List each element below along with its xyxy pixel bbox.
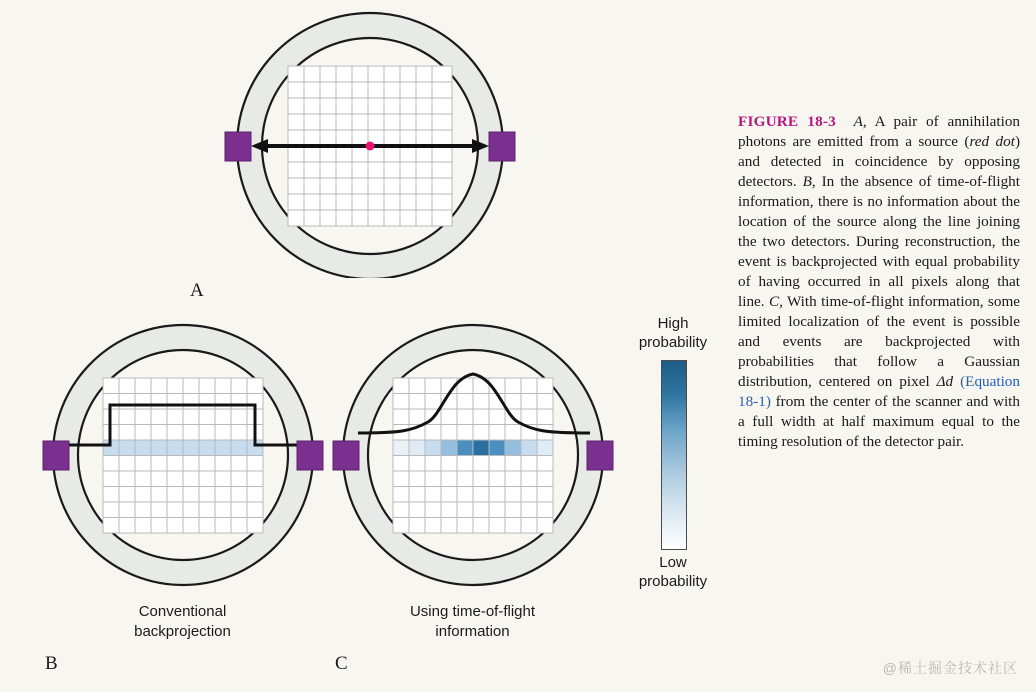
figure-caption [738, 112, 1020, 452]
panel-b-caption [60, 602, 305, 642]
detector-left [43, 441, 69, 470]
detector-right [489, 132, 515, 161]
panel-b-caption-line2: backprojection [134, 623, 231, 640]
colorbar-low-line1: Low [659, 554, 687, 571]
detector-left [225, 132, 251, 161]
source-dot [366, 142, 375, 151]
watermark: @稀土掘金技术社区 [882, 660, 1018, 676]
panel-c-caption-line2: information [435, 623, 510, 640]
colorbar-high-line2: probability [638, 334, 708, 351]
colorbar-high-label [613, 314, 733, 352]
panel-a-diagram [150, 8, 590, 278]
panel-b-caption-line1: Conventional [138, 603, 227, 620]
panel-a-svg [150, 8, 590, 278]
colorbar-high-line1: High [657, 315, 689, 332]
figure-number: FIGURE 18-3 [738, 113, 836, 130]
panel-c-letter: C [335, 653, 348, 674]
colorbar-low-line2: probability [638, 573, 708, 590]
colorbar [661, 360, 687, 550]
panel-c-svg [330, 300, 630, 590]
panel-b-svg [40, 300, 340, 590]
figure-caption-spacer [836, 113, 854, 130]
detector-left [333, 441, 359, 470]
panel-c-caption [350, 602, 595, 642]
pixel-grid [103, 378, 263, 533]
figure-caption-text: A, A pair of annihilation photons are emitted from a source (red dot) and detected in coincidence by opposing detectors. B, In the absence of time-of-flight information, there is no information about the location of the source along the line joining the two detectors. During reconstruction, the event is backprojected with equal probability of having occurred in all pixels along that line. C, With time-of-flight information, some limited localization of the event is possible and events are backprojected with probabilities that follow a Gaussian distribution, centered on pixel Δd (Equation 18-1) from the center of the scanner and with a full width at half maximum equal to the timing resolution of the detector pair. [738, 113, 1021, 450]
panel-c-diagram [330, 300, 630, 590]
panel-a-letter: A [190, 280, 204, 301]
pixel-grid [393, 378, 553, 533]
panel-c-caption-line1: Using time-of-flight [409, 603, 536, 620]
panel-b-letter: B [45, 653, 58, 674]
panel-b-diagram [40, 300, 340, 590]
detector-right [297, 441, 323, 470]
colorbar-low-label [613, 553, 733, 591]
colorbar-svg [661, 360, 687, 550]
detector-right [587, 441, 613, 470]
